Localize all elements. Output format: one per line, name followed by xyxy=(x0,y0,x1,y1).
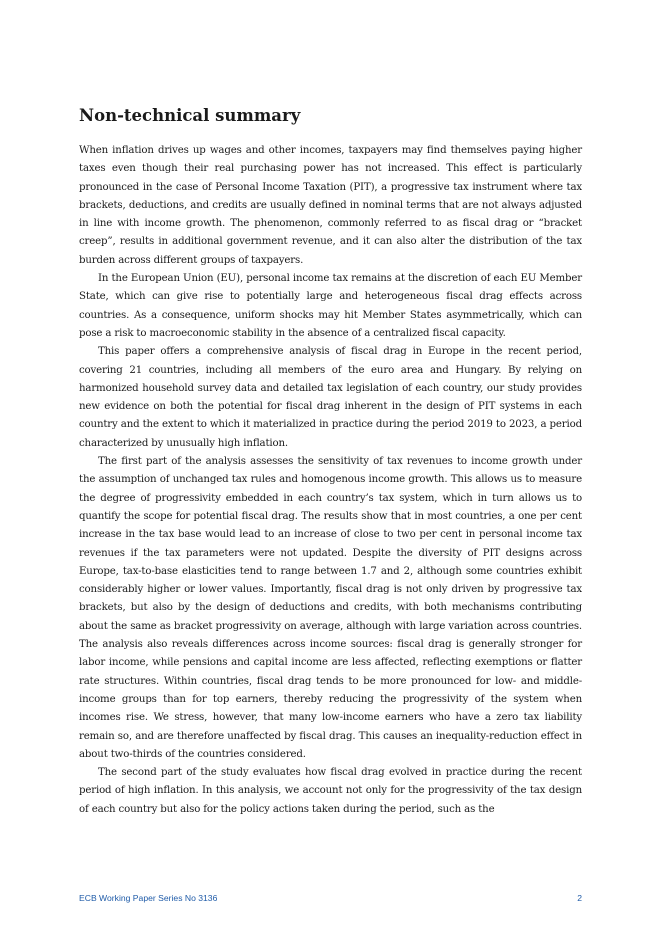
page-content xyxy=(79,104,582,819)
footer-page-number: 2 xyxy=(577,893,582,903)
section-title: Non-technical summary xyxy=(79,106,301,125)
page-footer xyxy=(79,893,582,907)
paragraph-3: This paper offers a comprehensive analysis of fiscal drag in Europe in the recent period, covering 21 countries, including all members of the euro area and Hungary. By relying on harmonized household survey data and detailed tax legislation of each country, our study provides new evidence on both the potential for fiscal drag inherent in the design of PIT systems in each country and the extent to which it materialized in practice during the period 2019 to 2023, a period characterized by unusually high inflation. xyxy=(79,346,582,449)
paragraph-2: In the European Union (EU), personal income tax remains at the discretion of each EU Member State, which can give rise to potentially large and heterogeneous fiscal drag effects across countries. As a consequence, uniform shocks may hit Member States asymmetrically, which can pose a risk to macroeconomic stability in the absence of a centralized fiscal capacity. xyxy=(79,273,582,339)
paragraph-4: The first part of the analysis assesses the sensitivity of tax revenues to income growth under the assumption of unchanged tax rules and homogenous income growth. This allows us to measure the degree of progressivity embedded in each country’s tax system, which in turn allows us to quantify the scope for potential fiscal drag. The results show that in most countries, a one per cent increase in the tax base would lead to an increase of close to two per cent in personal income tax revenues if the tax parameters were not updated. Despite the diversity of PIT designs across Europe, tax-to-base elasticities tend to range between 1.7 and 2, although some countries exhibit considerably higher or lower values. Importantly, fiscal drag is not only driven by progressive tax brackets, but also by the design of deductions and credits, with both mechanisms contributing about the same as bracket progressivity on average, although with large variation across countries. The analysis also reveals differences across income sources: fiscal drag is generally stronger for labor income, while pensions and capital income are less affected, reflecting exemptions or flatter rate structures. Within countries, fiscal drag tends to be more pronounced for low- and middle-income groups than for top earners, thereby reducing the progressivity of the system when incomes rise. We stress, however, that many low-income earners who have a zero tax liability remain so, and are therefore unaffected by fiscal drag. This causes an inequality-reduction effect in about two-thirds of the countries considered. xyxy=(79,456,582,760)
paragraph-1: When inflation drives up wages and other incomes, taxpayers may find themselves paying higher taxes even though their real purchasing power has not increased. This effect is particularly pronounced in the case of Personal Income Taxation (PIT), a progressive tax instrument where tax brackets, deductions, and credits are usually defined in nominal terms that are not always adjusted in line with income growth. The phenomenon, commonly referred to as fiscal drag or “bracket creep”, results in additional government revenue, and it can also alter the distribution of the tax burden across different groups of taxpayers. xyxy=(79,145,582,266)
paragraph-5: The second part of the study evaluates how fiscal drag evolved in practice during the recent period of high inflation. In this analysis, we account not only for the progressivity of the tax design of each country but also for the policy actions taken during the period, such as the xyxy=(79,767,582,815)
footer-series-title: ECB Working Paper Series No 3136 xyxy=(79,893,218,903)
